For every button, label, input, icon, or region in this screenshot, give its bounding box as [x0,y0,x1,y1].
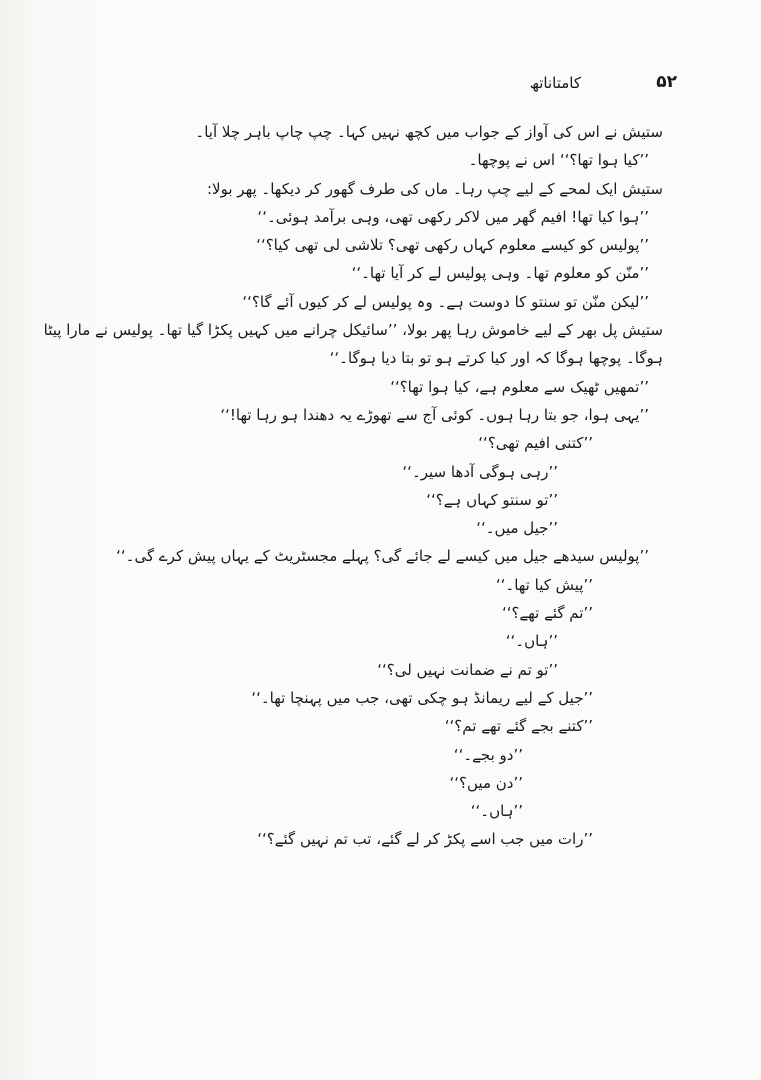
text-line: ’’یہی ہوا، جو بتا رہا ہوں۔ کوئی آج سے تھوڑے یہ دھندا ہو رہا تھا!‘‘ [220,405,649,424]
text-line: ستیش ایک لمحے کے لیے چپ رہا۔ ماں کی طرف گھور کر دیکھا۔ پھر بولا: [207,179,663,198]
text-line: ’’کیا ہوا تھا؟‘‘ اس نے پوچھا۔ [468,151,649,170]
text-line: ’’تو تم نے ضمانت نہیں لی؟‘‘ [377,660,558,679]
text-line: ’’پولیس کو کیسے معلوم کہاں رکھی تھی؟ تلاشی لی تھی کیا؟‘‘ [256,236,649,255]
text-line: ’’ہوا کیا تھا! افیم گھر میں لاکر رکھی تھی، وہی برآمد ہوئی۔‘‘ [257,207,649,226]
text-line: ’’جیل کے لیے ریمانڈ ہو چکی تھی، جب میں پہنچا تھا۔‘‘ [251,688,593,707]
text-line: ’’تمھیں ٹھیک سے معلوم ہے، کیا ہوا تھا؟‘‘ [390,377,649,396]
text-line: ’’تم گئے تھے؟‘‘ [501,604,593,623]
text-line: ’’پیش کیا تھا۔‘‘ [495,575,593,594]
text-line: ’’دن میں؟‘‘ [449,773,523,792]
text-line: ستیش نے اس کی آواز کے جواب میں کچھ نہیں کہا۔ چپ چاپ باہر چلا آیا۔ [195,123,663,141]
text-line: ’’رہی ہوگی آدھا سیر۔‘‘ [402,462,558,481]
text-line: ’’رات میں جب اسے پکڑ کر لے گئے، تب تم نہیں گئے؟‘‘ [257,830,593,849]
page-header [0,72,761,96]
text-line: ’’دو بجے۔‘‘ [453,745,523,764]
text-line: ’’لیکن منّن تو سنتو کا دوست ہے۔ وہ پولیس لے کر کیوں آئے گا؟‘‘ [242,292,649,311]
body-text [43,118,663,854]
text-line: ہوگا۔ پوچھا ہوگا کہ اور کیا کرتے ہو تو بتا دیا ہوگا۔‘‘ [329,349,663,368]
text-line: ’’ہاں۔‘‘ [505,632,558,651]
page-number: ۵۲ [656,72,677,92]
text-line: ’’کتنی افیم تھی؟‘‘ [478,434,593,453]
text-line: ’’جیل میں۔‘‘ [476,519,558,538]
text-line: ’’کتنے بجے گئے تھے تم؟‘‘ [444,717,593,736]
text-line: ’’منّن کو معلوم تھا۔ وہی پولیس لے کر آیا تھا۔‘‘ [351,264,649,283]
running-title: کامتاناتھ [529,74,581,92]
text-line: ستیش پل بھر کے لیے خاموش رہا پھر بولا، ’’سائیکل چرانے میں کہیں پکڑا گیا تھا۔ پولیس نے مارا پیٹا [43,321,663,340]
text-line: ’’ہاں۔‘‘ [470,802,523,821]
text-line: ’’تو سنتو کہاں ہے؟‘‘ [426,490,558,509]
text-line: ’’پولیس سیدھے جیل میں کیسے لے جائے گی؟ پہلے مجسٹریٹ کے یہاں پیش کرے گی۔‘‘ [116,547,649,566]
